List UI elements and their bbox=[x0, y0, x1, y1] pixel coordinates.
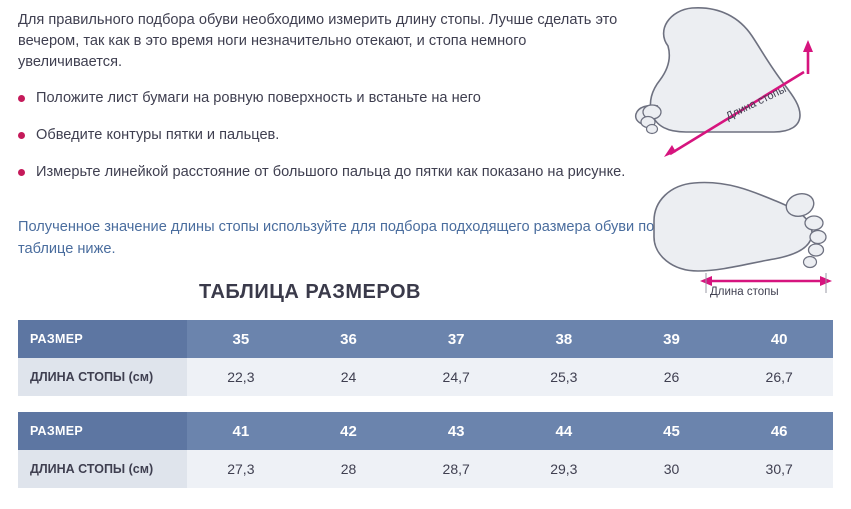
header-size-value: 35 bbox=[187, 320, 295, 358]
list-item bbox=[18, 125, 630, 146]
header-size-value: 41 bbox=[187, 412, 295, 450]
bullet-dot-icon bbox=[18, 95, 25, 102]
list-item bbox=[18, 88, 630, 109]
table-header-row bbox=[18, 412, 833, 450]
note-text: Полученное значение длины стопы используйте для подбора подходящего размера обуви по таблице ниже. bbox=[18, 219, 655, 257]
page-title: ТАБЛИЦА РАЗМЕРОВ bbox=[199, 281, 421, 303]
intro-block bbox=[18, 10, 618, 73]
header-size-value: 46 bbox=[725, 412, 833, 450]
cell-length-value: 24,7 bbox=[402, 358, 510, 396]
cell-length-value: 26 bbox=[618, 358, 726, 396]
size-table-block-1 bbox=[18, 320, 833, 396]
header-size-value: 43 bbox=[402, 412, 510, 450]
step-text: Положите лист бумаги на ровную поверхность и встаньте на него bbox=[36, 90, 481, 106]
steps-list bbox=[18, 88, 630, 199]
foot-side-icon bbox=[612, 2, 847, 167]
list-item bbox=[18, 162, 630, 183]
side-illustration-caption: Длина стопы bbox=[724, 83, 789, 123]
cell-length-value: 24 bbox=[295, 358, 403, 396]
header-size-value: 44 bbox=[510, 412, 618, 450]
bullet-dot-icon bbox=[18, 169, 25, 176]
cell-length-value: 26,7 bbox=[725, 358, 833, 396]
header-size-value: 36 bbox=[295, 320, 403, 358]
header-size-label: РАЗМЕР bbox=[18, 320, 187, 358]
header-size-value: 38 bbox=[510, 320, 618, 358]
cell-length-value: 27,3 bbox=[187, 450, 295, 488]
cell-length-value: 28 bbox=[295, 450, 403, 488]
header-size-value: 40 bbox=[725, 320, 833, 358]
size-table-block-2 bbox=[18, 412, 833, 488]
bullet-dot-icon bbox=[18, 132, 25, 139]
cell-length-value: 30 bbox=[618, 450, 726, 488]
foot-side-illustration bbox=[612, 2, 847, 167]
table-row bbox=[18, 358, 833, 396]
intro-paragraph: Для правильного подбора обуви необходимо измерить длину стопы. Лучше сделать это вечером, так как в это время ноги незначительно отекают, и стопа немного увеличивается. bbox=[18, 12, 618, 70]
cell-length-value: 29,3 bbox=[510, 450, 618, 488]
row-length-label: ДЛИНА СТОПЫ (см) bbox=[18, 450, 187, 488]
table-row bbox=[18, 450, 833, 488]
cell-length-value: 22,3 bbox=[187, 358, 295, 396]
cell-length-value: 28,7 bbox=[402, 450, 510, 488]
row-length-label: ДЛИНА СТОПЫ (см) bbox=[18, 358, 187, 396]
header-size-value: 42 bbox=[295, 412, 403, 450]
step-text: Измерьте линейкой расстояние от большого пальца до пятки как показано на рисунке. bbox=[36, 164, 626, 180]
bottom-illustration-caption: Длина стопы bbox=[710, 286, 779, 298]
step-text: Обведите контуры пятки и пальцев. bbox=[36, 127, 280, 143]
header-size-value: 45 bbox=[618, 412, 726, 450]
header-size-value: 39 bbox=[618, 320, 726, 358]
header-size-label: РАЗМЕР bbox=[18, 412, 187, 450]
cell-length-value: 25,3 bbox=[510, 358, 618, 396]
cell-length-value: 30,7 bbox=[725, 450, 833, 488]
header-size-value: 37 bbox=[402, 320, 510, 358]
table-header-row bbox=[18, 320, 833, 358]
